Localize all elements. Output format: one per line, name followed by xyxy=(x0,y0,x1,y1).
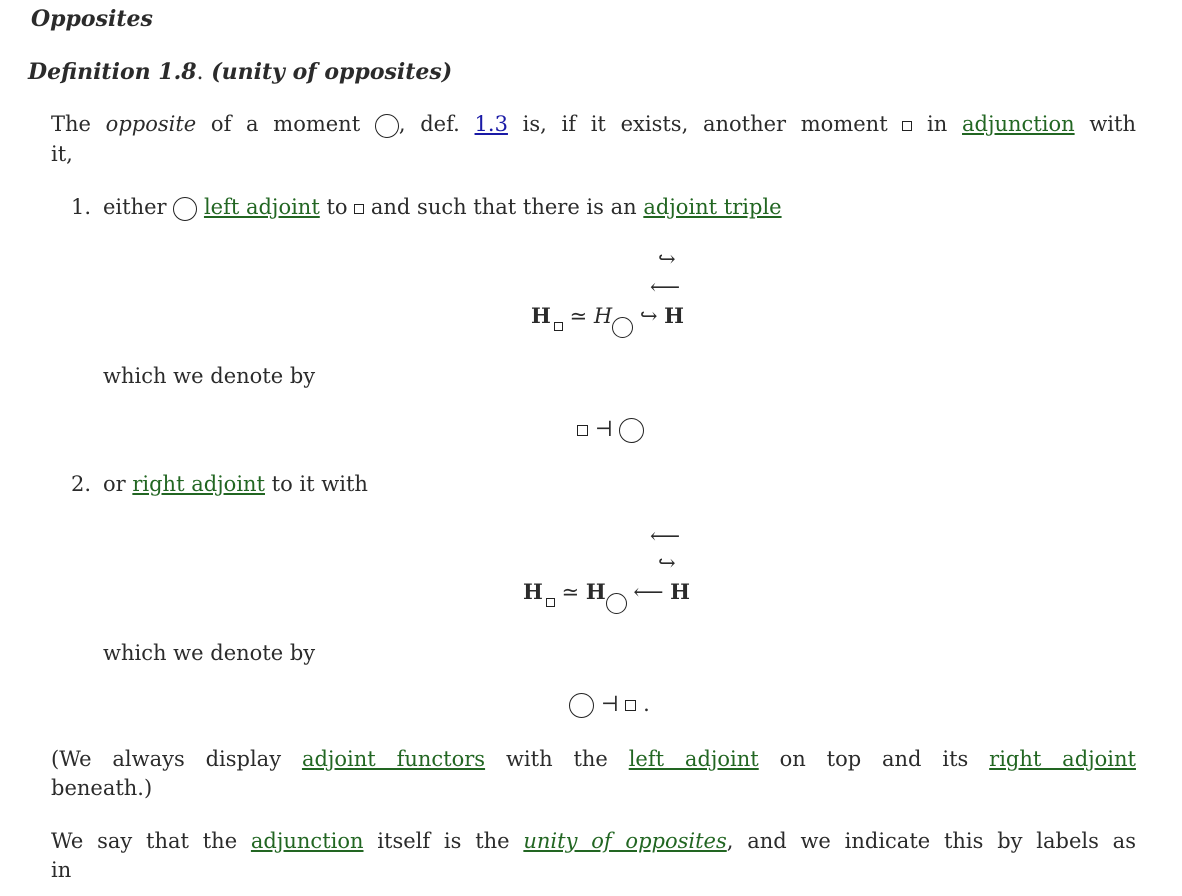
square-moment-icon xyxy=(625,700,636,711)
long-left-arrow: ⟵ xyxy=(650,275,681,299)
H-italic-symbol: H xyxy=(593,304,613,328)
denote-text-1: which we denote by xyxy=(103,364,316,388)
list-item-1 xyxy=(103,193,782,222)
hook-arrow-mid: ↪ xyxy=(658,551,676,575)
left-adjoint-link[interactable]: left adjoint xyxy=(628,747,759,771)
dashv-symbol: ⊣ xyxy=(594,417,613,441)
adjunction-notation-2 xyxy=(569,692,650,718)
square-moment-icon xyxy=(577,425,588,436)
section-title: Opposites xyxy=(31,6,153,32)
circle-subscript-icon xyxy=(612,317,633,338)
circle-moment-icon xyxy=(173,197,197,221)
final-text: , and we indicate this by labels as xyxy=(726,829,1136,853)
intro-line-2: it, xyxy=(51,142,73,166)
definition-label: Definition 1.8 xyxy=(28,59,197,85)
denote-text-2: which we denote by xyxy=(103,641,316,665)
unity-of-opposites-link[interactable]: unity of opposites xyxy=(523,829,727,853)
adjunction-notation-1 xyxy=(577,417,644,443)
dashv-symbol: ⊣ xyxy=(600,692,619,716)
note-text: on top and its xyxy=(758,747,990,771)
note-line-1 xyxy=(51,745,1136,774)
final-line-1 xyxy=(51,827,1136,856)
intro-text: with xyxy=(1074,112,1136,136)
opposite-term: opposite xyxy=(105,112,197,136)
right-adjoint-link[interactable]: right adjoint xyxy=(989,747,1136,771)
adjoint-functors-link[interactable]: adjoint functors xyxy=(301,747,486,771)
diagram-2-equation xyxy=(523,579,690,604)
H-symbol: H xyxy=(531,303,551,328)
item-text: to it with xyxy=(265,472,368,496)
final-text: We say that the xyxy=(51,829,251,853)
square-moment-icon xyxy=(354,204,364,214)
simeq-symbol: ≃ xyxy=(569,304,588,328)
definition-heading xyxy=(28,59,452,85)
intro-line-1 xyxy=(51,110,1136,139)
item-text: to xyxy=(319,195,355,219)
simeq-symbol: ≃ xyxy=(561,580,580,604)
intro-text: in xyxy=(912,112,963,136)
adjunction-link[interactable]: adjunction xyxy=(250,829,364,853)
intro-text: , def. xyxy=(398,112,475,136)
adjoint-triple-link[interactable]: adjoint triple xyxy=(643,195,782,219)
item-text: or xyxy=(103,472,133,496)
H-symbol: H xyxy=(664,303,684,328)
definition-sep: . xyxy=(196,60,204,85)
final-text: itself is the xyxy=(363,829,524,853)
def-1-3-link[interactable]: 1.3 xyxy=(474,112,508,136)
intro-text: of a moment xyxy=(196,112,375,136)
list-item-2-number: 2. xyxy=(71,472,92,496)
definition-name: (unity of opposites) xyxy=(211,59,453,85)
note-text: with the xyxy=(485,747,629,771)
hook-arrow: ↪ xyxy=(639,304,658,328)
square-moment-icon xyxy=(902,121,912,131)
item-text: and such that there is an xyxy=(364,195,644,219)
long-left-arrow: ⟵ xyxy=(633,580,664,604)
right-adjoint-link[interactable]: right adjoint xyxy=(132,472,265,496)
long-left-arrow-top: ⟵ xyxy=(650,524,681,548)
circle-moment-icon xyxy=(375,114,399,138)
note-text: (We always display xyxy=(51,747,302,771)
list-item-2 xyxy=(103,470,368,499)
left-adjoint-link[interactable]: left adjoint xyxy=(203,195,320,219)
H-symbol: H xyxy=(670,579,690,604)
final-line-2: in xyxy=(51,858,72,882)
H-symbol: H xyxy=(585,579,606,604)
hook-arrow-top: ↪ xyxy=(658,247,676,271)
note-line-2: beneath.) xyxy=(51,776,153,800)
intro-text: is, if it exists, another moment xyxy=(507,112,903,136)
H-symbol: H xyxy=(523,579,543,604)
square-subscript-icon xyxy=(546,598,555,607)
item-text: either xyxy=(103,195,174,219)
period-symbol: . xyxy=(643,692,650,716)
adjunction-link[interactable]: adjunction xyxy=(962,112,1075,136)
circle-moment-icon xyxy=(569,693,594,718)
list-item-1-number: 1. xyxy=(71,195,92,219)
intro-text: The xyxy=(51,112,106,136)
square-subscript-icon xyxy=(554,322,563,331)
circle-subscript-icon xyxy=(606,593,627,614)
diagram-1-equation xyxy=(531,303,684,328)
circle-moment-icon xyxy=(619,418,644,443)
